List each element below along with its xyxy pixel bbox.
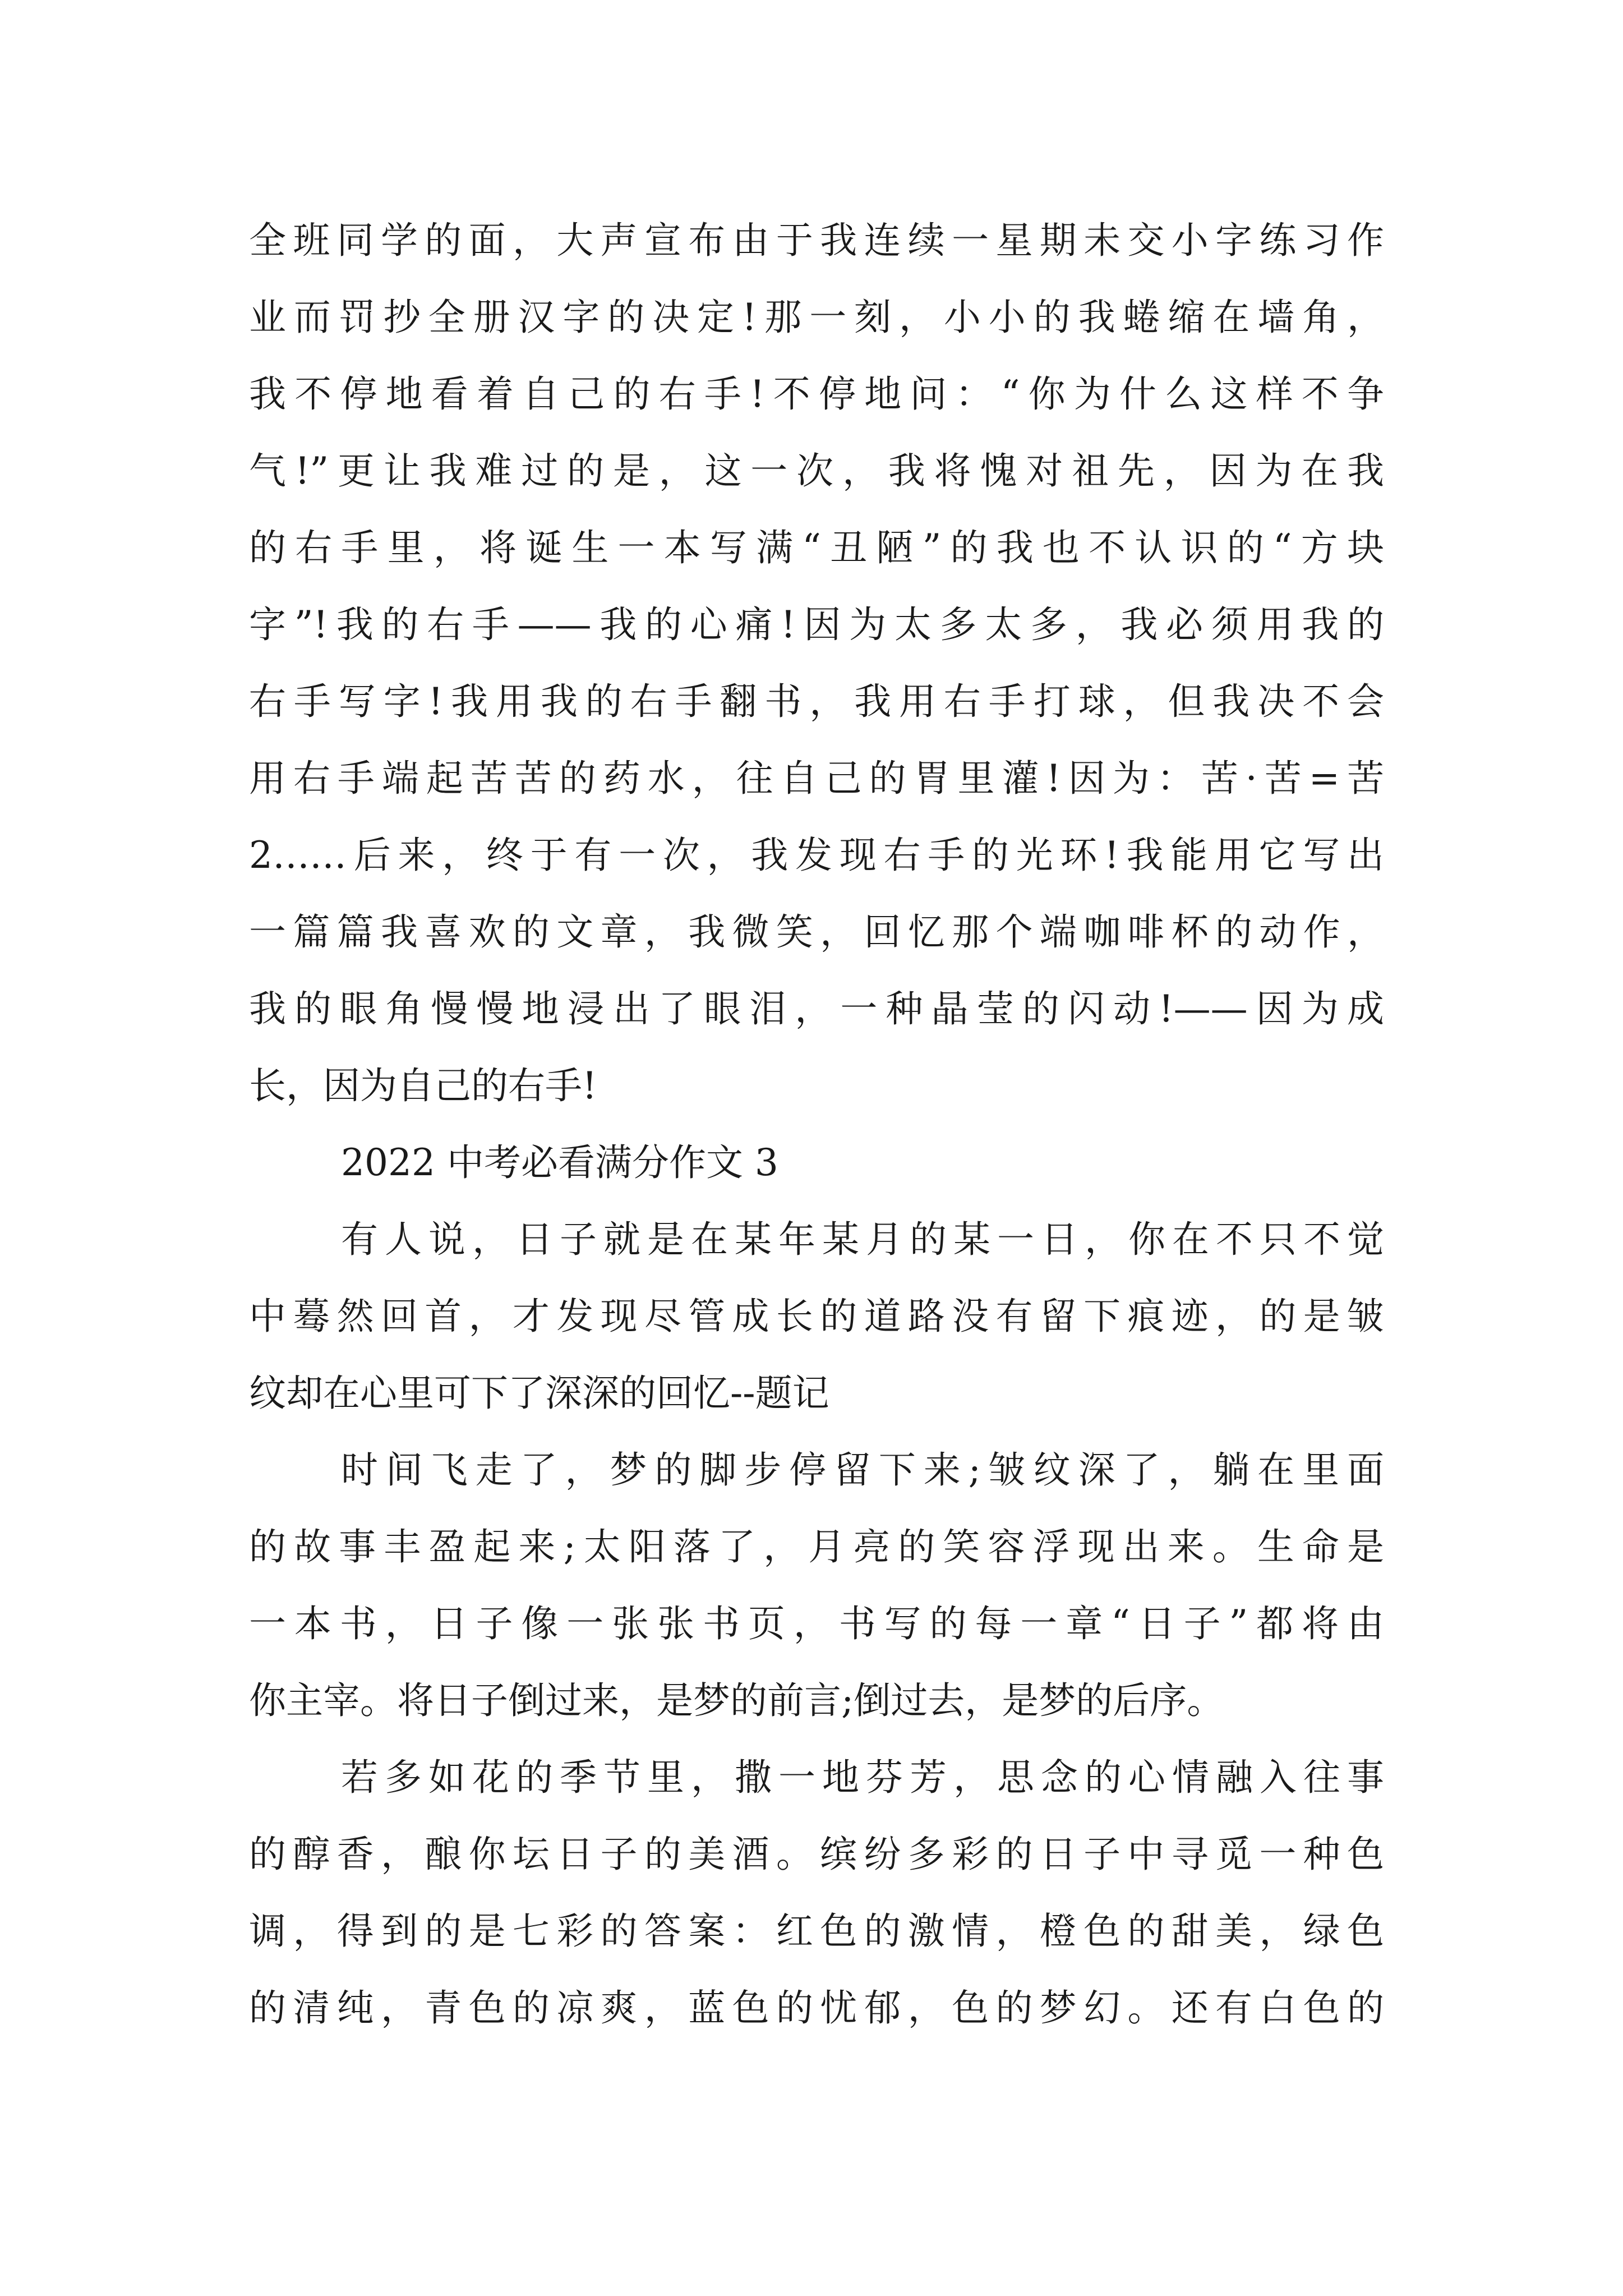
text-line: 纹却在心里可下了深深的回忆--题记	[249, 1372, 829, 1415]
text-line: 业而罚抄全册汉字的决定!那一刻，小小的我蜷缩在墙角，	[249, 296, 1384, 339]
text-line: 我不停地看着自己的右手!不停地问：“你为什么这样不争	[249, 372, 1384, 416]
section-heading	[249, 1124, 1384, 1201]
text-line: 有人说，日子就是在某年某月的某一日，你在不只不觉	[341, 1218, 1384, 1261]
paragraph-continued	[249, 202, 1384, 1124]
text-line: 用右手端起苦苦的药水，往自己的胃里灌!因为：苦·苦=苦	[249, 757, 1384, 800]
text-line: 时间飞走了，梦的脚步停留下来;皱纹深了，躺在里面	[341, 1448, 1384, 1492]
text-line: 气!”更让我难过的是，这一次，我将愧对祖先，因为在我	[249, 449, 1384, 493]
text-line: 的右手里，将诞生一本写满“丑陋”的我也不认识的“方块	[249, 526, 1384, 569]
text-line: 字”!我的右手——我的心痛!因为太多太多，我必须用我的	[249, 603, 1384, 646]
text-line: 2……后来，终于有一次，我发现右手的光环!我能用它写出	[249, 834, 1384, 877]
document-body	[249, 202, 1384, 2046]
paragraph-seasons	[249, 1739, 1384, 2046]
text-line: 的醇香，酿你坛日子的美酒。缤纷多彩的日子中寻觅一种色	[249, 1833, 1384, 1876]
text-line: 中蓦然回首，才发现尽管成长的道路没有留下痕迹，的是皱	[249, 1295, 1384, 1338]
paragraph-intro	[249, 1201, 1384, 1432]
heading-text: 2022 中考必看满分作文 3	[341, 1141, 778, 1184]
text-line: 若多如花的季节里，撒一地芬芳，思念的心情融入往事	[341, 1756, 1384, 1799]
text-line: 全班同学的面，大声宣布由于我连续一星期未交小字练习作	[249, 219, 1384, 262]
text-line: 你主宰。将日子倒过来，是梦的前言;倒过去，是梦的后序。	[249, 1679, 1224, 1722]
text-line: 的故事丰盈起来;太阳落了，月亮的笑容浮现出来。生命是	[249, 1525, 1384, 1568]
text-line: 一篇篇我喜欢的文章，我微笑，回忆那个端咖啡杯的动作，	[249, 910, 1384, 954]
text-line: 调，得到的是七彩的答案：红色的激情，橙色的甜美，绿色	[249, 1910, 1384, 1953]
text-line: 的清纯，青色的凉爽，蓝色的忧郁，色的梦幻。还有白色的	[249, 1986, 1384, 2030]
text-line: 我的眼角慢慢地浸出了眼泪，一种晶莹的闪动!——因为成	[249, 987, 1384, 1030]
text-line: 一本书，日子像一张张书页，书写的每一章“日子”都将由	[249, 1602, 1384, 1645]
paragraph-time	[249, 1432, 1384, 1739]
text-line: 右手写字!我用我的右手翻书，我用右手打球，但我决不会	[249, 680, 1384, 723]
text-line: 长，因为自己的右手!	[249, 1064, 597, 1107]
